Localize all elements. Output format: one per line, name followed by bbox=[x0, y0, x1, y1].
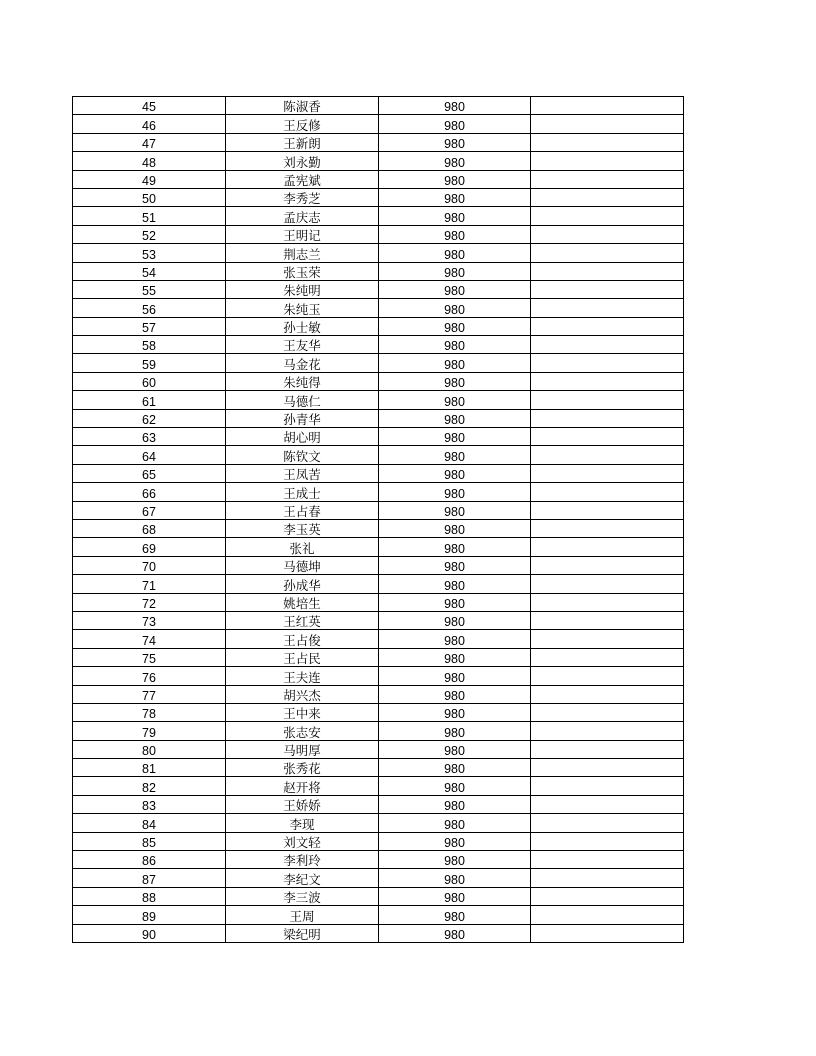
name-cell: 陈淑香 bbox=[226, 97, 379, 115]
amount-cell: 980 bbox=[379, 667, 531, 685]
name-cell: 李纪文 bbox=[226, 869, 379, 887]
table-row bbox=[73, 869, 684, 887]
name-cell: 王凤苦 bbox=[226, 464, 379, 482]
table-row bbox=[73, 372, 684, 390]
table-row bbox=[73, 814, 684, 832]
amount-cell: 980 bbox=[379, 832, 531, 850]
name-cell: 王反修 bbox=[226, 115, 379, 133]
name-cell: 朱纯得 bbox=[226, 372, 379, 390]
amount-cell: 980 bbox=[379, 409, 531, 427]
amount-cell: 980 bbox=[379, 225, 531, 243]
note-cell bbox=[531, 501, 684, 519]
row-number-cell: 58 bbox=[73, 336, 226, 354]
table-row bbox=[73, 244, 684, 262]
row-number-cell: 48 bbox=[73, 152, 226, 170]
row-number-cell: 81 bbox=[73, 759, 226, 777]
note-cell bbox=[531, 795, 684, 813]
row-number-cell: 88 bbox=[73, 887, 226, 905]
table-row bbox=[73, 648, 684, 666]
amount-cell: 980 bbox=[379, 446, 531, 464]
name-cell: 王夫连 bbox=[226, 667, 379, 685]
note-cell bbox=[531, 869, 684, 887]
table-row bbox=[73, 280, 684, 298]
note-cell bbox=[531, 170, 684, 188]
note-cell bbox=[531, 814, 684, 832]
table-row bbox=[73, 170, 684, 188]
table-row bbox=[73, 740, 684, 758]
note-cell bbox=[531, 906, 684, 924]
amount-cell: 980 bbox=[379, 924, 531, 942]
row-number-cell: 72 bbox=[73, 593, 226, 611]
note-cell bbox=[531, 887, 684, 905]
table-row bbox=[73, 464, 684, 482]
note-cell bbox=[531, 519, 684, 537]
row-number-cell: 57 bbox=[73, 317, 226, 335]
note-cell bbox=[531, 924, 684, 942]
amount-cell: 980 bbox=[379, 483, 531, 501]
table-row bbox=[73, 556, 684, 574]
row-number-cell: 80 bbox=[73, 740, 226, 758]
name-cell: 王红英 bbox=[226, 611, 379, 629]
note-cell bbox=[531, 152, 684, 170]
table-row bbox=[73, 759, 684, 777]
table-row bbox=[73, 152, 684, 170]
note-cell bbox=[531, 354, 684, 372]
note-cell bbox=[531, 115, 684, 133]
row-number-cell: 75 bbox=[73, 648, 226, 666]
name-cell: 马明厚 bbox=[226, 740, 379, 758]
note-cell bbox=[531, 630, 684, 648]
note-cell bbox=[531, 648, 684, 666]
table-row bbox=[73, 262, 684, 280]
note-cell bbox=[531, 262, 684, 280]
table-row bbox=[73, 225, 684, 243]
note-cell bbox=[531, 97, 684, 115]
amount-cell: 980 bbox=[379, 519, 531, 537]
name-cell: 李三波 bbox=[226, 887, 379, 905]
table-row bbox=[73, 207, 684, 225]
name-cell: 张志安 bbox=[226, 722, 379, 740]
amount-cell: 980 bbox=[379, 464, 531, 482]
name-cell: 孙成华 bbox=[226, 575, 379, 593]
note-cell bbox=[531, 483, 684, 501]
table-row bbox=[73, 851, 684, 869]
amount-cell: 980 bbox=[379, 887, 531, 905]
name-cell: 李玉英 bbox=[226, 519, 379, 537]
row-number-cell: 89 bbox=[73, 906, 226, 924]
name-cell: 王占民 bbox=[226, 648, 379, 666]
row-number-cell: 68 bbox=[73, 519, 226, 537]
amount-cell: 980 bbox=[379, 906, 531, 924]
row-number-cell: 67 bbox=[73, 501, 226, 519]
amount-cell: 980 bbox=[379, 170, 531, 188]
name-cell: 荆志兰 bbox=[226, 244, 379, 262]
note-cell bbox=[531, 611, 684, 629]
name-cell: 朱纯玉 bbox=[226, 299, 379, 317]
amount-cell: 980 bbox=[379, 722, 531, 740]
note-cell bbox=[531, 851, 684, 869]
amount-cell: 980 bbox=[379, 244, 531, 262]
row-number-cell: 87 bbox=[73, 869, 226, 887]
name-cell: 王占俊 bbox=[226, 630, 379, 648]
row-number-cell: 61 bbox=[73, 391, 226, 409]
table-row bbox=[73, 722, 684, 740]
note-cell bbox=[531, 188, 684, 206]
note-cell bbox=[531, 428, 684, 446]
note-cell bbox=[531, 409, 684, 427]
amount-cell: 980 bbox=[379, 777, 531, 795]
name-cell: 梁纪明 bbox=[226, 924, 379, 942]
name-cell: 朱纯明 bbox=[226, 280, 379, 298]
note-cell bbox=[531, 832, 684, 850]
amount-cell: 980 bbox=[379, 299, 531, 317]
name-cell: 王新朗 bbox=[226, 133, 379, 151]
table-row bbox=[73, 501, 684, 519]
name-cell: 李秀芝 bbox=[226, 188, 379, 206]
note-cell bbox=[531, 685, 684, 703]
table-row bbox=[73, 593, 684, 611]
row-number-cell: 78 bbox=[73, 703, 226, 721]
name-cell: 姚培生 bbox=[226, 593, 379, 611]
amount-cell: 980 bbox=[379, 391, 531, 409]
name-cell: 王友华 bbox=[226, 336, 379, 354]
note-cell bbox=[531, 133, 684, 151]
row-number-cell: 53 bbox=[73, 244, 226, 262]
table-row bbox=[73, 832, 684, 850]
amount-cell: 980 bbox=[379, 188, 531, 206]
note-cell bbox=[531, 207, 684, 225]
note-cell bbox=[531, 372, 684, 390]
row-number-cell: 70 bbox=[73, 556, 226, 574]
name-cell: 孟宪斌 bbox=[226, 170, 379, 188]
amount-cell: 980 bbox=[379, 795, 531, 813]
row-number-cell: 52 bbox=[73, 225, 226, 243]
name-cell: 王中来 bbox=[226, 703, 379, 721]
amount-cell: 980 bbox=[379, 851, 531, 869]
row-number-cell: 47 bbox=[73, 133, 226, 151]
name-cell: 王成士 bbox=[226, 483, 379, 501]
table-row bbox=[73, 685, 684, 703]
name-cell: 胡兴杰 bbox=[226, 685, 379, 703]
amount-cell: 980 bbox=[379, 262, 531, 280]
name-cell: 王周 bbox=[226, 906, 379, 924]
row-number-cell: 56 bbox=[73, 299, 226, 317]
name-cell: 刘文轻 bbox=[226, 832, 379, 850]
row-number-cell: 65 bbox=[73, 464, 226, 482]
row-number-cell: 84 bbox=[73, 814, 226, 832]
note-cell bbox=[531, 317, 684, 335]
note-cell bbox=[531, 244, 684, 262]
note-cell bbox=[531, 722, 684, 740]
name-cell: 王明记 bbox=[226, 225, 379, 243]
amount-cell: 980 bbox=[379, 280, 531, 298]
note-cell bbox=[531, 336, 684, 354]
roster-table-body bbox=[73, 97, 684, 943]
row-number-cell: 62 bbox=[73, 409, 226, 427]
amount-cell: 980 bbox=[379, 759, 531, 777]
name-cell: 孙士敏 bbox=[226, 317, 379, 335]
amount-cell: 980 bbox=[379, 630, 531, 648]
name-cell: 张礼 bbox=[226, 538, 379, 556]
table-row bbox=[73, 133, 684, 151]
name-cell: 张秀花 bbox=[226, 759, 379, 777]
row-number-cell: 66 bbox=[73, 483, 226, 501]
amount-cell: 980 bbox=[379, 814, 531, 832]
note-cell bbox=[531, 464, 684, 482]
table-row bbox=[73, 317, 684, 335]
amount-cell: 980 bbox=[379, 501, 531, 519]
note-cell bbox=[531, 575, 684, 593]
amount-cell: 980 bbox=[379, 611, 531, 629]
row-number-cell: 60 bbox=[73, 372, 226, 390]
amount-cell: 980 bbox=[379, 593, 531, 611]
table-row bbox=[73, 924, 684, 942]
amount-cell: 980 bbox=[379, 97, 531, 115]
note-cell bbox=[531, 703, 684, 721]
amount-cell: 980 bbox=[379, 317, 531, 335]
table-row bbox=[73, 703, 684, 721]
amount-cell: 980 bbox=[379, 648, 531, 666]
name-cell: 孙青华 bbox=[226, 409, 379, 427]
name-cell: 马德仁 bbox=[226, 391, 379, 409]
name-cell: 马金花 bbox=[226, 354, 379, 372]
table-row bbox=[73, 795, 684, 813]
table-row bbox=[73, 97, 684, 115]
amount-cell: 980 bbox=[379, 354, 531, 372]
amount-cell: 980 bbox=[379, 538, 531, 556]
note-cell bbox=[531, 538, 684, 556]
table-row bbox=[73, 483, 684, 501]
amount-cell: 980 bbox=[379, 869, 531, 887]
row-number-cell: 45 bbox=[73, 97, 226, 115]
note-cell bbox=[531, 777, 684, 795]
name-cell: 孟庆志 bbox=[226, 207, 379, 225]
name-cell: 张玉荣 bbox=[226, 262, 379, 280]
amount-cell: 980 bbox=[379, 336, 531, 354]
table-row bbox=[73, 299, 684, 317]
table-row bbox=[73, 887, 684, 905]
name-cell: 李现 bbox=[226, 814, 379, 832]
table-row bbox=[73, 777, 684, 795]
table-row bbox=[73, 115, 684, 133]
note-cell bbox=[531, 225, 684, 243]
row-number-cell: 73 bbox=[73, 611, 226, 629]
table-row bbox=[73, 409, 684, 427]
note-cell bbox=[531, 593, 684, 611]
name-cell: 王占春 bbox=[226, 501, 379, 519]
note-cell bbox=[531, 280, 684, 298]
table-row bbox=[73, 906, 684, 924]
row-number-cell: 90 bbox=[73, 924, 226, 942]
note-cell bbox=[531, 391, 684, 409]
row-number-cell: 83 bbox=[73, 795, 226, 813]
note-cell bbox=[531, 556, 684, 574]
note-cell bbox=[531, 299, 684, 317]
row-number-cell: 46 bbox=[73, 115, 226, 133]
name-cell: 胡心明 bbox=[226, 428, 379, 446]
row-number-cell: 64 bbox=[73, 446, 226, 464]
row-number-cell: 63 bbox=[73, 428, 226, 446]
name-cell: 赵开将 bbox=[226, 777, 379, 795]
note-cell bbox=[531, 740, 684, 758]
row-number-cell: 54 bbox=[73, 262, 226, 280]
table-row bbox=[73, 188, 684, 206]
row-number-cell: 76 bbox=[73, 667, 226, 685]
row-number-cell: 55 bbox=[73, 280, 226, 298]
table-row bbox=[73, 667, 684, 685]
row-number-cell: 79 bbox=[73, 722, 226, 740]
table-row bbox=[73, 336, 684, 354]
table-row bbox=[73, 428, 684, 446]
roster-table bbox=[72, 96, 684, 943]
amount-cell: 980 bbox=[379, 685, 531, 703]
amount-cell: 980 bbox=[379, 556, 531, 574]
table-row bbox=[73, 354, 684, 372]
table-row bbox=[73, 446, 684, 464]
amount-cell: 980 bbox=[379, 152, 531, 170]
name-cell: 王娇娇 bbox=[226, 795, 379, 813]
row-number-cell: 50 bbox=[73, 188, 226, 206]
table-row bbox=[73, 575, 684, 593]
table-row bbox=[73, 538, 684, 556]
row-number-cell: 77 bbox=[73, 685, 226, 703]
row-number-cell: 59 bbox=[73, 354, 226, 372]
note-cell bbox=[531, 667, 684, 685]
table-row bbox=[73, 391, 684, 409]
row-number-cell: 82 bbox=[73, 777, 226, 795]
amount-cell: 980 bbox=[379, 428, 531, 446]
name-cell: 陈钦文 bbox=[226, 446, 379, 464]
table-row bbox=[73, 519, 684, 537]
table-row bbox=[73, 630, 684, 648]
name-cell: 马德坤 bbox=[226, 556, 379, 574]
row-number-cell: 69 bbox=[73, 538, 226, 556]
note-cell bbox=[531, 759, 684, 777]
note-cell bbox=[531, 446, 684, 464]
amount-cell: 980 bbox=[379, 133, 531, 151]
row-number-cell: 51 bbox=[73, 207, 226, 225]
row-number-cell: 71 bbox=[73, 575, 226, 593]
table-row bbox=[73, 611, 684, 629]
row-number-cell: 85 bbox=[73, 832, 226, 850]
amount-cell: 980 bbox=[379, 207, 531, 225]
amount-cell: 980 bbox=[379, 740, 531, 758]
amount-cell: 980 bbox=[379, 703, 531, 721]
amount-cell: 980 bbox=[379, 372, 531, 390]
row-number-cell: 86 bbox=[73, 851, 226, 869]
row-number-cell: 49 bbox=[73, 170, 226, 188]
row-number-cell: 74 bbox=[73, 630, 226, 648]
name-cell: 李利玲 bbox=[226, 851, 379, 869]
amount-cell: 980 bbox=[379, 115, 531, 133]
amount-cell: 980 bbox=[379, 575, 531, 593]
name-cell: 刘永勤 bbox=[226, 152, 379, 170]
